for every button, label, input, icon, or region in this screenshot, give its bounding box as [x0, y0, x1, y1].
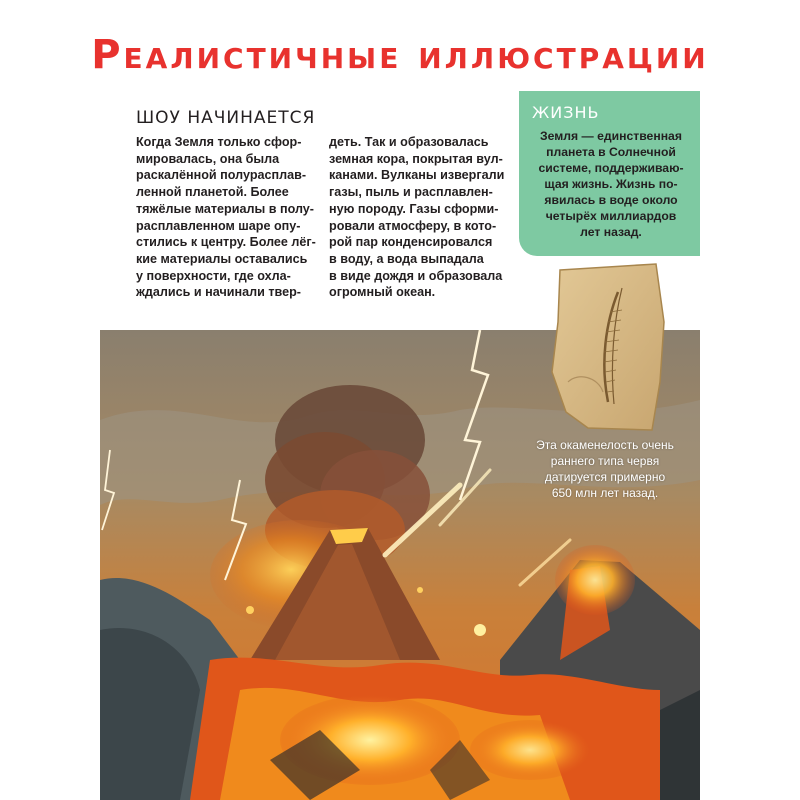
section-heading: ШОУ НАЧИНАЕТСЯ — [136, 108, 316, 128]
body-text-left-column: Когда Земля только сфор- мировалась, она была раскалённой полурасплав- ленной планетой. Более тяжёлые материалы в полу- расплавленном шаре опу- стились к центру. Более лёг- кие материалы оставались у поверхности, где охла- ждались и начинали твер- — [136, 135, 316, 300]
worm-fossil-image — [548, 262, 668, 434]
sidebar-text: Земля — единственная планета в Солнечной системе, поддерживаю- щая жизнь. Жизнь по- явилась в воде около четырёх миллиардов лет назад. — [538, 129, 684, 239]
life-sidebar-box — [519, 91, 700, 256]
fossil-caption: Эта окаменелость очень раннего типа червя датируется примерно 650 млн лет назад. — [536, 438, 674, 500]
body-text-right-column: деть. Так и образовалась земная кора, покрытая вул- канами. Вулканы извергали газы, пыль и расплавлен- ную породу. Газы сформи- ровали атмосферу, в кото- рой пар конденсировался в воду, а вода выпадала в виде дождя и образовала огромный океан. — [329, 135, 505, 300]
sidebar-heading: ЖИЗНЬ — [532, 103, 600, 122]
page-title: Реалистичные иллюстрации — [91, 32, 709, 78]
